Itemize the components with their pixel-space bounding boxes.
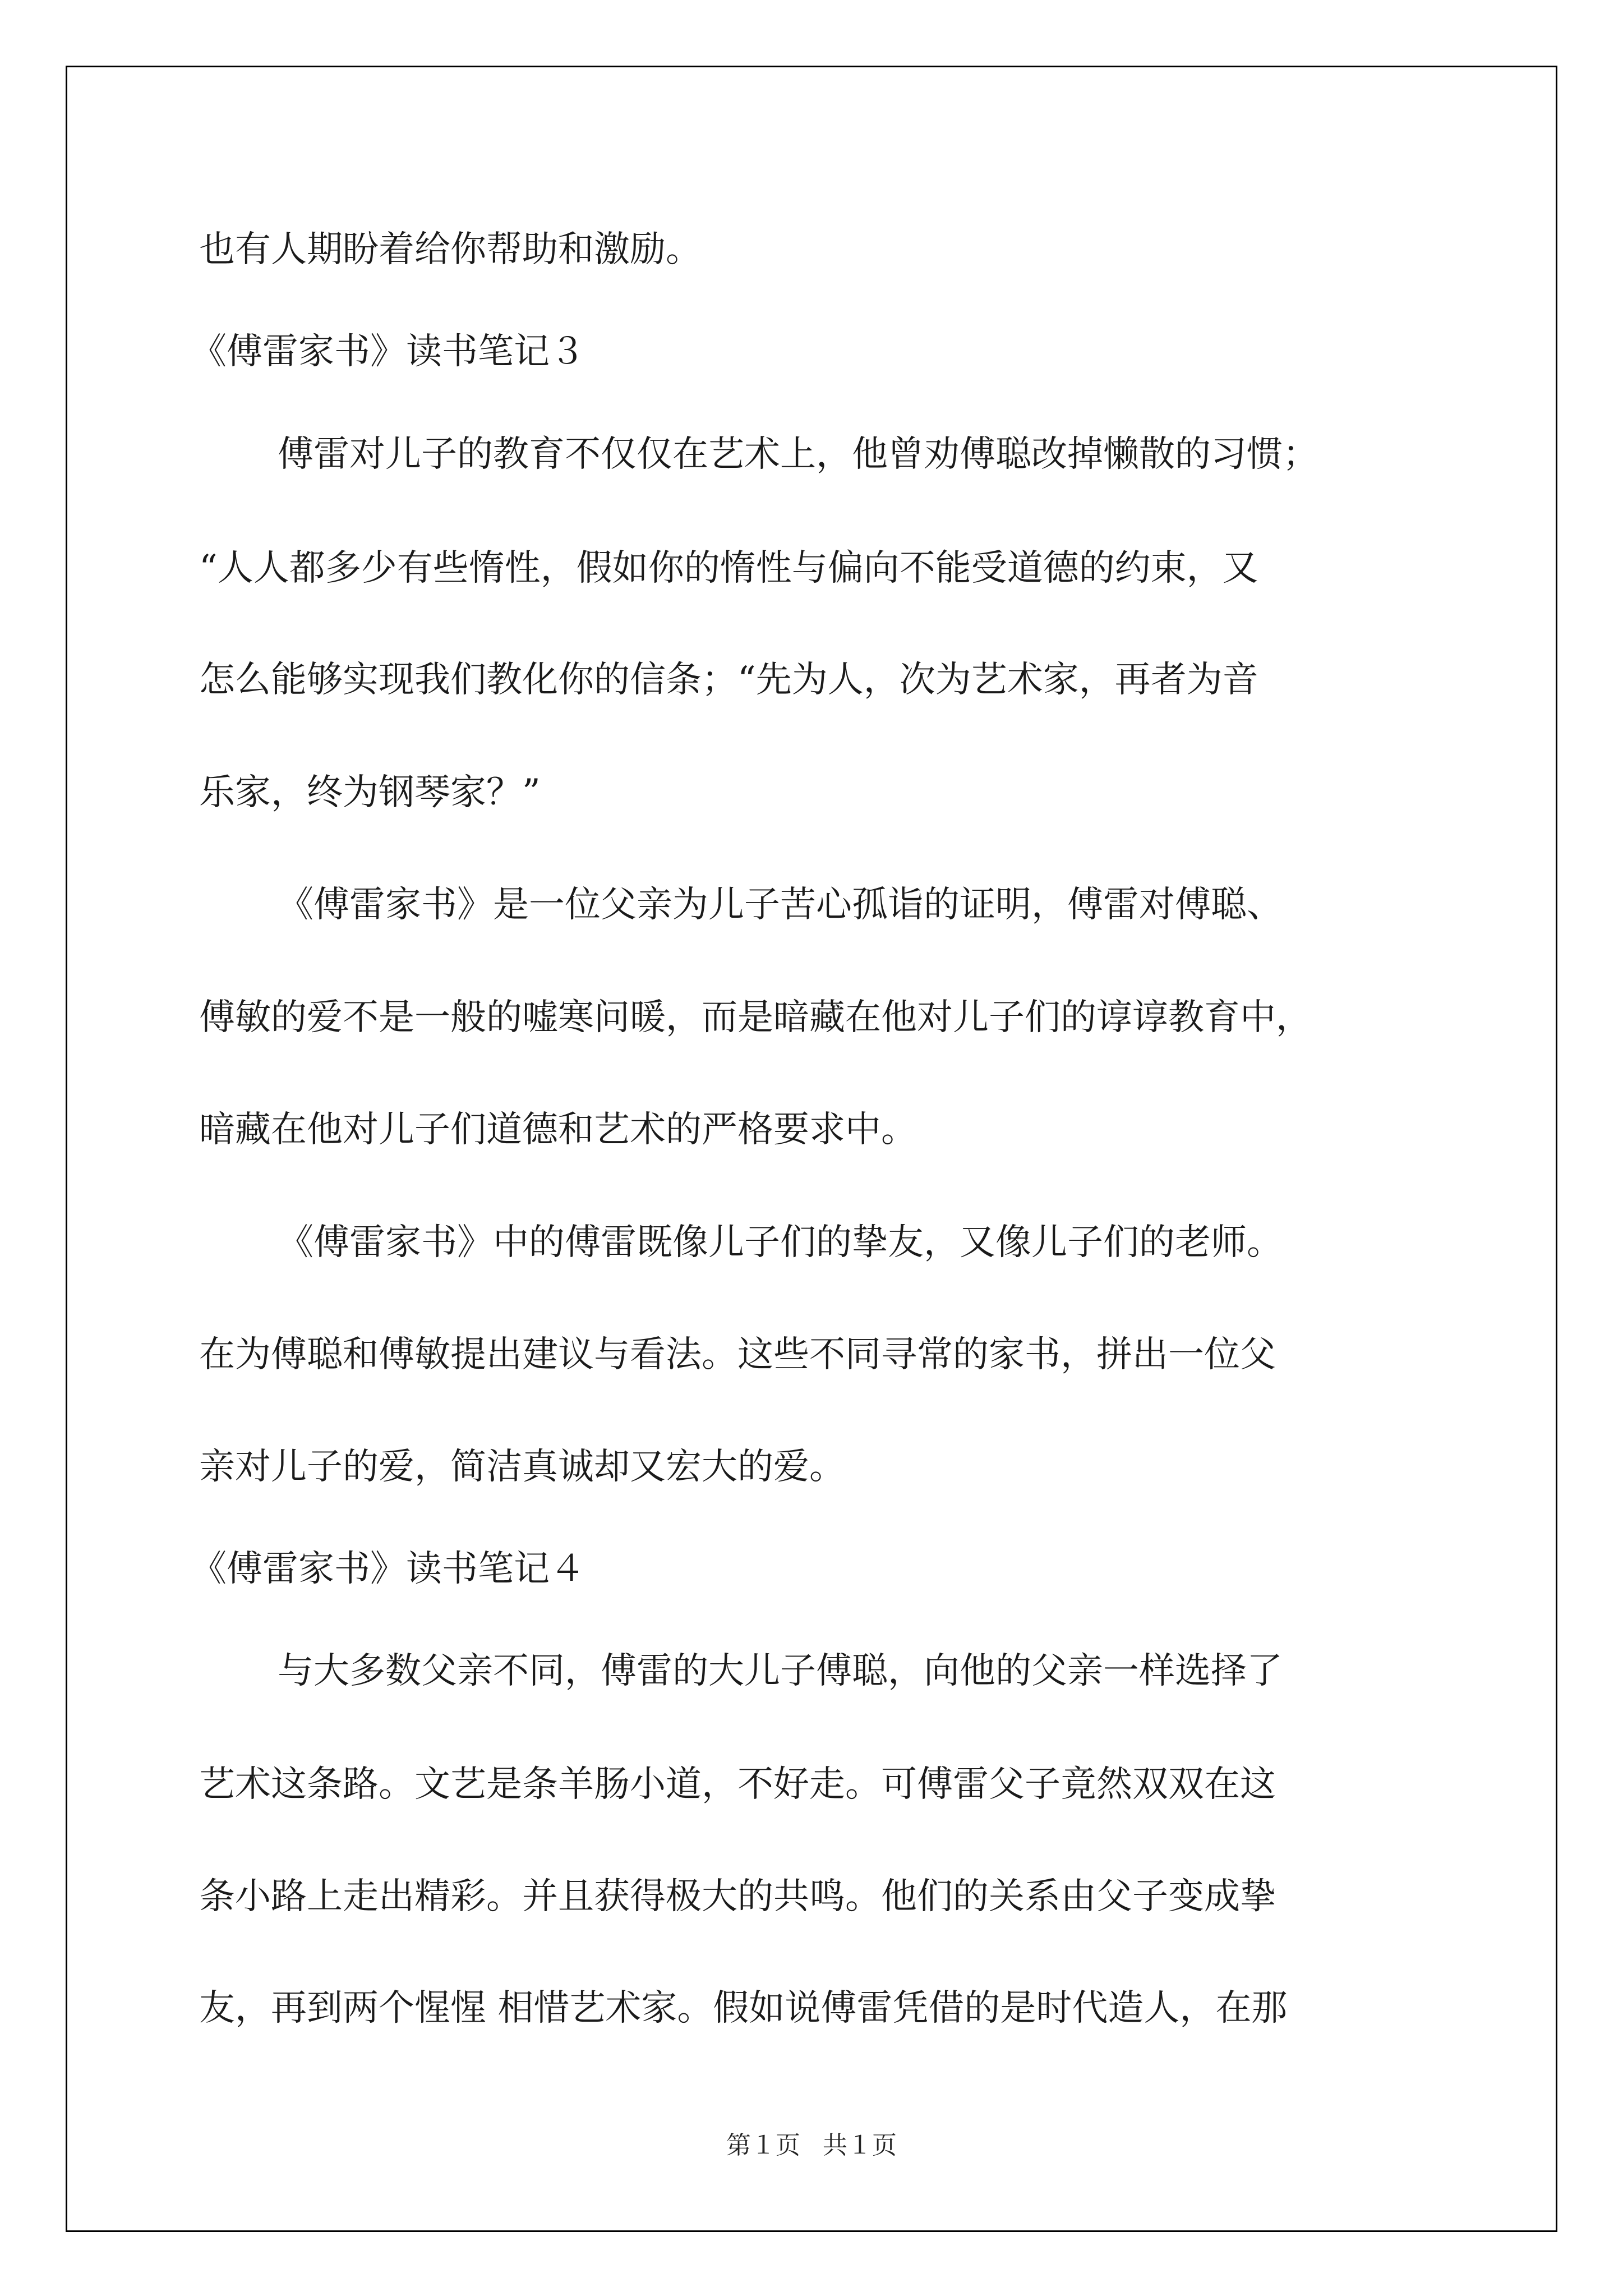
page-number: 第１页 (726, 2131, 800, 2160)
paragraph-line: “人人都多少有些惰性，假如你的惰性与偏向不能受道德的约束，又 (199, 547, 1258, 589)
paragraph-line: 《傅雷家书》是一位父亲为儿子苦心孤诣的证明，傅雷对傅聪、 (278, 884, 1283, 926)
paragraph-line: 亲对儿子的爱，简洁真诚却又宏大的爱。 (199, 1446, 845, 1488)
section-heading-4: 《傅雷家书》读书笔记４ (191, 1548, 585, 1590)
section-heading-3: 《傅雷家书》读书笔记３ (191, 331, 585, 372)
page-footer (0, 2129, 1623, 2162)
paragraph-line: 在为傅聪和傅敏提出建议与看法。这些不同寻常的家书，拼出一位父 (199, 1334, 1276, 1375)
paragraph-line: 友，再到两个惺惺 相惜艺术家。假如说傅雷凭借的是时代造人，在那 (199, 1987, 1288, 2029)
paragraph-line: 傅雷对儿子的教育不仅仅在艺术上，他曾劝傅聪改掉懒散的习惯； (278, 434, 1318, 475)
paragraph-line: 乐家，终为钢琴家？” (199, 772, 541, 813)
paragraph-line: 暗藏在他对儿子们道德和艺术的严格要求中。 (199, 1109, 917, 1151)
paragraph-line: 与大多数父亲不同，傅雷的大儿子傅聪，向他的父亲一样选择了 (278, 1650, 1283, 1692)
page-total: 共１页 (823, 2131, 897, 2160)
paragraph-line: 也有人期盼着给你帮助和激励。 (199, 229, 702, 270)
paragraph-line: 条小路上走出精彩。并且获得极大的共鸣。他们的关系由父子变成挚 (199, 1876, 1276, 1917)
paragraph-line: 《傅雷家书》中的傅雷既像儿子们的挚友，又像儿子们的老师。 (278, 1222, 1283, 1263)
paragraph-line: 艺术这条路。文艺是条羊肠小道，不好走。可傅雷父子竟然双双在这 (199, 1764, 1276, 1805)
paragraph-line: 傅敏的爱不是一般的嘘寒问暖，而是暗藏在他对儿子们的谆谆教育中， (199, 997, 1312, 1038)
paragraph-line: 怎么能够实现我们教化你的信条；“先为人，次为艺术家，再者为音 (199, 659, 1258, 701)
